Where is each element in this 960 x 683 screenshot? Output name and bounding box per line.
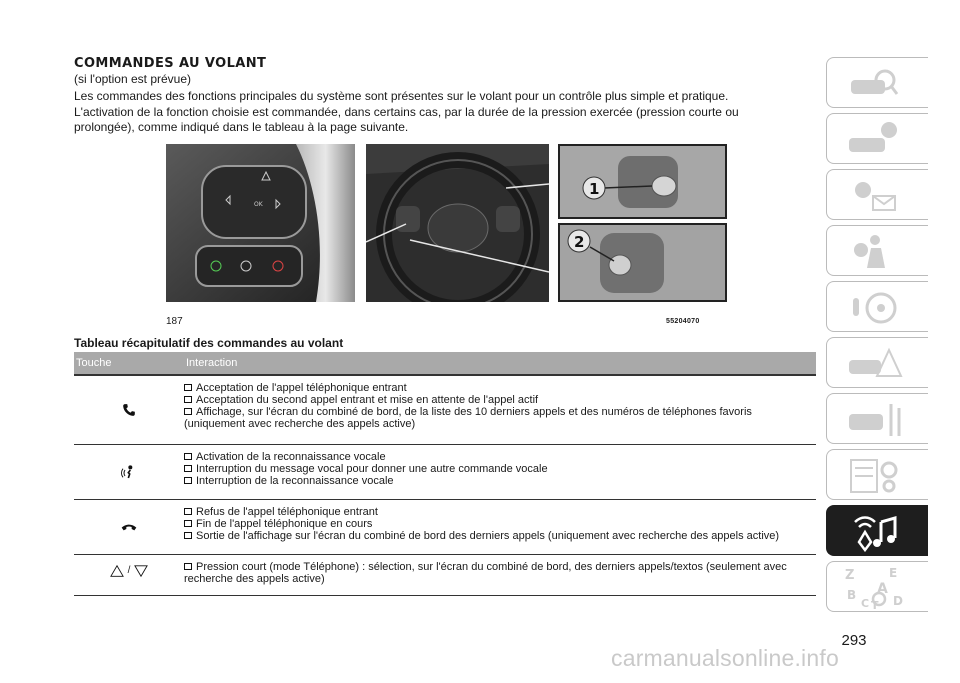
page-title: COMMANDES AU VOLANT: [74, 56, 267, 71]
controls-table: [74, 352, 816, 596]
watermark: carmanualsonline.info: [611, 645, 839, 671]
table-row: [74, 445, 816, 500]
figure-detail-button-2: [558, 223, 727, 302]
maintenance-icon: [845, 400, 905, 440]
index-icon: [841, 565, 911, 611]
table-row: [74, 555, 816, 596]
airbag-safety-icon: [845, 232, 905, 272]
vehicle-info-icon: [845, 120, 905, 160]
voice-command-icon: [121, 464, 137, 480]
tab-maintenance[interactable]: [826, 393, 928, 444]
figure-number: 187: [166, 316, 183, 327]
starting-driving-icon: [845, 288, 905, 328]
technical-data-icon: [845, 456, 905, 496]
index-letter: C: [861, 597, 870, 610]
table-caption: Tableau récapitulatif des commandes au volant: [74, 336, 344, 350]
index-letter: Z: [845, 568, 855, 583]
tab-technical-data[interactable]: [826, 449, 928, 500]
figure-buttons-closeup: [166, 144, 355, 302]
page-subtitle: (si l'option est prévue): [74, 72, 192, 86]
row-4-item-1: Pression court (mode Téléphone) : sélection, sur l'écran du combiné de bord, des derniers appels/textos (seulement avec recherche des appels active): [184, 561, 787, 585]
emergency-icon: [845, 344, 905, 384]
page-number: 293: [841, 632, 867, 649]
row-2-item-3: Interruption de la reconnaissance vocale: [196, 475, 394, 487]
tab-airbag-safety[interactable]: [826, 225, 928, 276]
tab-starting-driving[interactable]: [826, 281, 928, 332]
index-letter: T: [871, 599, 879, 611]
table-row: [74, 376, 816, 445]
row-3-item-2: Fin de l'appel téléphonique en cours: [196, 518, 373, 530]
intro-text: [74, 89, 779, 136]
arrow-separator: /: [127, 565, 131, 576]
callout-1: 1: [589, 180, 600, 198]
table-row: [74, 500, 816, 555]
row-3-item-1: Refus de l'appel téléphonique entrant: [196, 506, 378, 518]
figure-code: 55204070: [666, 318, 700, 325]
header-touche: Touche: [76, 357, 112, 369]
figure-steering-wheel: [366, 144, 549, 302]
warning-lights-messages-icon: [845, 176, 905, 216]
row-1-item-2: Acceptation du second appel entrant et mise en attente de l'appel actif: [196, 394, 539, 406]
header-interaction: Interaction: [186, 357, 238, 369]
index-letter: D: [893, 594, 903, 608]
row-1-item-1: Acceptation de l'appel téléphonique entrant: [196, 382, 407, 394]
phone-answer-icon: [122, 403, 136, 417]
figure-detail-button-1: [558, 144, 727, 219]
intro-paragraph-2: L'activation de la fonction choisie est commandée, dans certains cas, par la durée de la pression exercée (pression courte ou prolongée), comme indiqué dans le tableau à la page suivante.: [74, 104, 739, 134]
tab-vehicle-info[interactable]: [826, 113, 928, 164]
tab-index[interactable]: [826, 561, 928, 612]
ok-button-label: OK: [254, 201, 263, 208]
intro-paragraph-1: Les commandes des fonctions principales du système sont présentes sur le volant pour un contrôle plus simple et pratique.: [74, 89, 729, 103]
tab-warning-lights[interactable]: [826, 169, 928, 220]
index-letter: E: [889, 566, 898, 580]
callout-2: 2: [574, 233, 585, 251]
dashboard-instruments-icon: [845, 64, 905, 104]
tab-dashboard-instruments[interactable]: [826, 57, 928, 108]
row-2-item-1: Activation de la reconnaissance vocale: [196, 451, 386, 463]
up-arrow-icon: [110, 564, 124, 578]
multimedia-icon: [845, 512, 905, 552]
index-letter: A: [877, 581, 888, 597]
table-header: [74, 352, 816, 376]
tab-multimedia[interactable]: [826, 505, 928, 556]
row-1-item-3: Affichage, sur l'écran du combiné de bord, de la liste des 10 derniers appels et des numéros de téléphones favoris (uniquement avec recherche des appels active): [184, 406, 752, 430]
row-3-item-3: Sortie de l'affichage sur l'écran du combiné de bord des derniers appels (uniquement avec recherche des appels active): [196, 530, 780, 542]
phone-hangup-icon: [121, 522, 137, 532]
tab-emergency[interactable]: [826, 337, 928, 388]
row-2-item-2: Interruption du message vocal pour donner une autre commande vocale: [196, 463, 548, 475]
down-arrow-icon: [134, 564, 148, 578]
index-letter: B: [847, 588, 857, 602]
